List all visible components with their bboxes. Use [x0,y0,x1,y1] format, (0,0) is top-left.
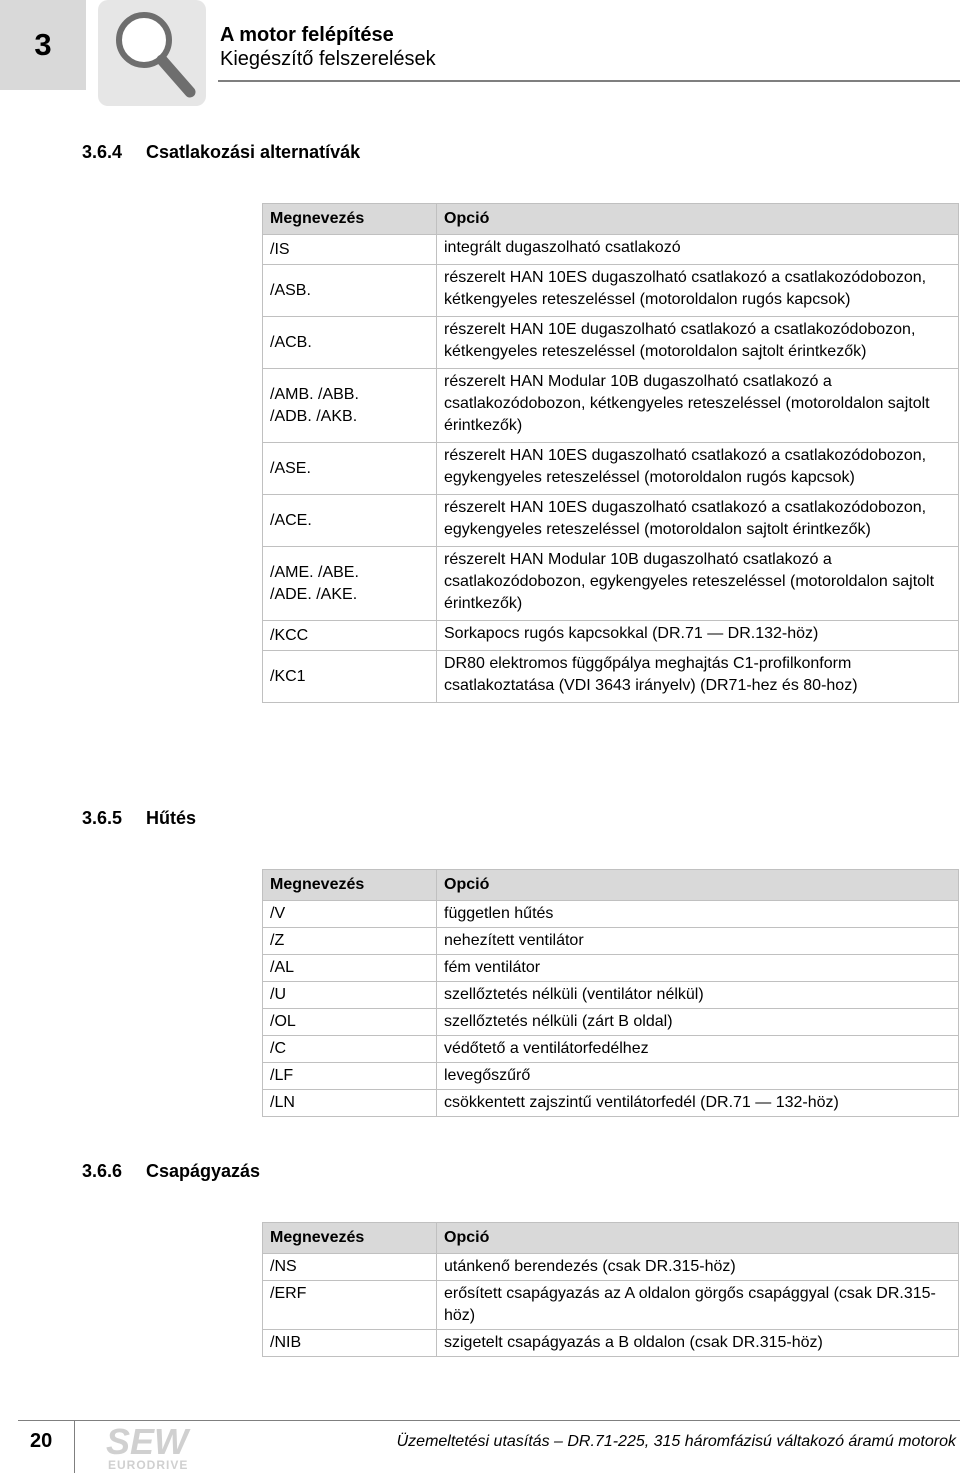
table-row [263,495,959,547]
designation-code: /AMB. /ABB. [270,385,359,403]
option-cell: részerelt HAN 10E dugaszolható csatlakozó a csatlakozódobozon, kétkengyeles reteszeléssel (motoroldalon sajtolt érintkezők) [437,317,959,369]
table-row [263,443,959,495]
designation-code: /ADB. /AKB. [270,407,358,425]
designation-code: /AME. /ABE. [270,563,359,581]
designation-code: /ASB. [270,281,311,299]
designation-code: /IS [270,240,290,258]
table-row [263,317,959,369]
bearing-table [262,1222,959,1357]
page-subtitle: Kiegészítő felszerelések [220,48,436,70]
section-title: Hűtés [146,808,197,828]
document-title: Üzemeltetési utasítás – DR.71-225, 315 háromfázisú váltakozó áramú motorok [396,1433,956,1450]
designation-cell: /LN [263,1090,437,1117]
table-row [263,1009,959,1036]
section-number: 3.6.6 [82,1161,123,1181]
header-divider [218,80,960,82]
footer-divider-vertical [74,1420,75,1473]
table-row [263,1254,959,1281]
table-row [263,369,959,443]
column-header-option: Opció [437,1223,959,1254]
magnifier-icon [98,0,206,106]
option-cell: Sorkapocs rugós kapcsokkal (DR.71 — DR.132-höz) [437,621,959,651]
designation-code: /ACE. [270,511,312,529]
option-cell: részerelt HAN 10ES dugaszolható csatlakozó a csatlakozódobozon, egykengyeles reteszeléssel (motoroldalon rugós kapcsok) [437,443,959,495]
option-cell: DR80 elektromos függőpálya meghajtás C1-profilkonform csatlakoztatása (VDI 3643 irányelv) (DR71-hez és 80-hoz) [437,651,959,703]
designation-cell [263,651,437,703]
table-row [263,621,959,651]
designation-cell: /Z [263,928,437,955]
table-row [263,901,959,928]
option-cell: részerelt HAN Modular 10B dugaszolható csatlakozó a csatlakozódobozon, kétkengyeles reteszeléssel (motoroldalon sajtolt érintkezők) [437,369,959,443]
section-title: Csatlakozási alternatívák [146,142,361,162]
designation-code: /KC1 [270,667,306,685]
chapter-number-box [0,0,86,90]
footer-divider [18,1420,960,1421]
table-header-row [263,870,959,901]
column-header-option: Opció [437,870,959,901]
option-cell: szigetelt csapágyazás a B oldalon (csak DR.315-höz) [437,1330,959,1357]
option-cell: védőtető a ventilátorfedélhez [437,1036,959,1063]
cooling-table [262,869,959,1117]
table-row [263,928,959,955]
option-cell: szellőztetés nélküli (zárt B oldal) [437,1009,959,1036]
table-row [263,547,959,621]
option-cell: szellőztetés nélküli (ventilátor nélkül) [437,982,959,1009]
designation-code: /ADE. /AKE. [270,585,358,603]
option-cell: integrált dugaszolható csatlakozó [437,235,959,265]
column-header-name: Megnevezés [263,870,437,901]
logo-text: SEW [106,1424,189,1462]
connection-table [262,203,959,703]
column-header-name: Megnevezés [263,1223,437,1254]
table-row [263,235,959,265]
sew-eurodrive-logo [104,1424,210,1477]
option-cell: fém ventilátor [437,955,959,982]
designation-cell: /U [263,982,437,1009]
option-cell: csökkentett zajszintű ventilátorfedél (DR.71 — 132-höz) [437,1090,959,1117]
table-row [263,955,959,982]
table-header-row [263,204,959,235]
designation-code: /ASE. [270,459,311,477]
option-cell: utánkenő berendezés (csak DR.315-höz) [437,1254,959,1281]
designation-code: /KCC [270,626,309,644]
column-header-option: Opció [437,204,959,235]
designation-cell: /V [263,901,437,928]
designation-cell: /NIB [263,1330,437,1357]
designation-cell [263,235,437,265]
section-number: 3.6.5 [82,808,123,828]
table-row [263,1330,959,1357]
option-cell: erősített csapágyazás az A oldalon görgős csapággyal (csak DR.315-höz) [437,1281,959,1330]
option-cell: nehezített ventilátor [437,928,959,955]
option-cell: részerelt HAN Modular 10B dugaszolható csatlakozó a csatlakozódobozon, egykengyeles reteszeléssel (motoroldalon sajtolt érintkezők) [437,547,959,621]
table-row [263,1090,959,1117]
designation-cell: /NS [263,1254,437,1281]
page-title: A motor felépítése [220,24,394,46]
designation-cell: /ERF [263,1281,437,1330]
designation-cell: /LF [263,1063,437,1090]
designation-cell [263,495,437,547]
section-number: 3.6.4 [82,142,123,162]
designation-cell: /AL [263,955,437,982]
designation-cell: /C [263,1036,437,1063]
table-row [263,982,959,1009]
table-row [263,651,959,703]
chapter-number: 3 [34,27,52,62]
designation-cell [263,443,437,495]
table-header-row [263,1223,959,1254]
logo-subtext: EURODRIVE [108,1458,189,1472]
option-cell: független hűtés [437,901,959,928]
page-number: 20 [30,1430,53,1452]
designation-cell [263,621,437,651]
table-row [263,265,959,317]
designation-cell [263,265,437,317]
table-row [263,1036,959,1063]
designation-cell [263,317,437,369]
column-header-name: Megnevezés [263,204,437,235]
table-row [263,1063,959,1090]
designation-cell [263,547,437,621]
option-cell: levegőszűrő [437,1063,959,1090]
designation-cell [263,369,437,443]
option-cell: részerelt HAN 10ES dugaszolható csatlakozó a csatlakozódobozon, egykengyeles reteszeléssel (motoroldalon sajtolt érintkezők) [437,495,959,547]
option-cell: részerelt HAN 10ES dugaszolható csatlakozó a csatlakozódobozon, kétkengyeles reteszeléssel (motoroldalon rugós kapcsok) [437,265,959,317]
section-title: Csapágyazás [146,1161,261,1181]
table-row [263,1281,959,1330]
designation-cell: /OL [263,1009,437,1036]
designation-code: /ACB. [270,333,312,351]
